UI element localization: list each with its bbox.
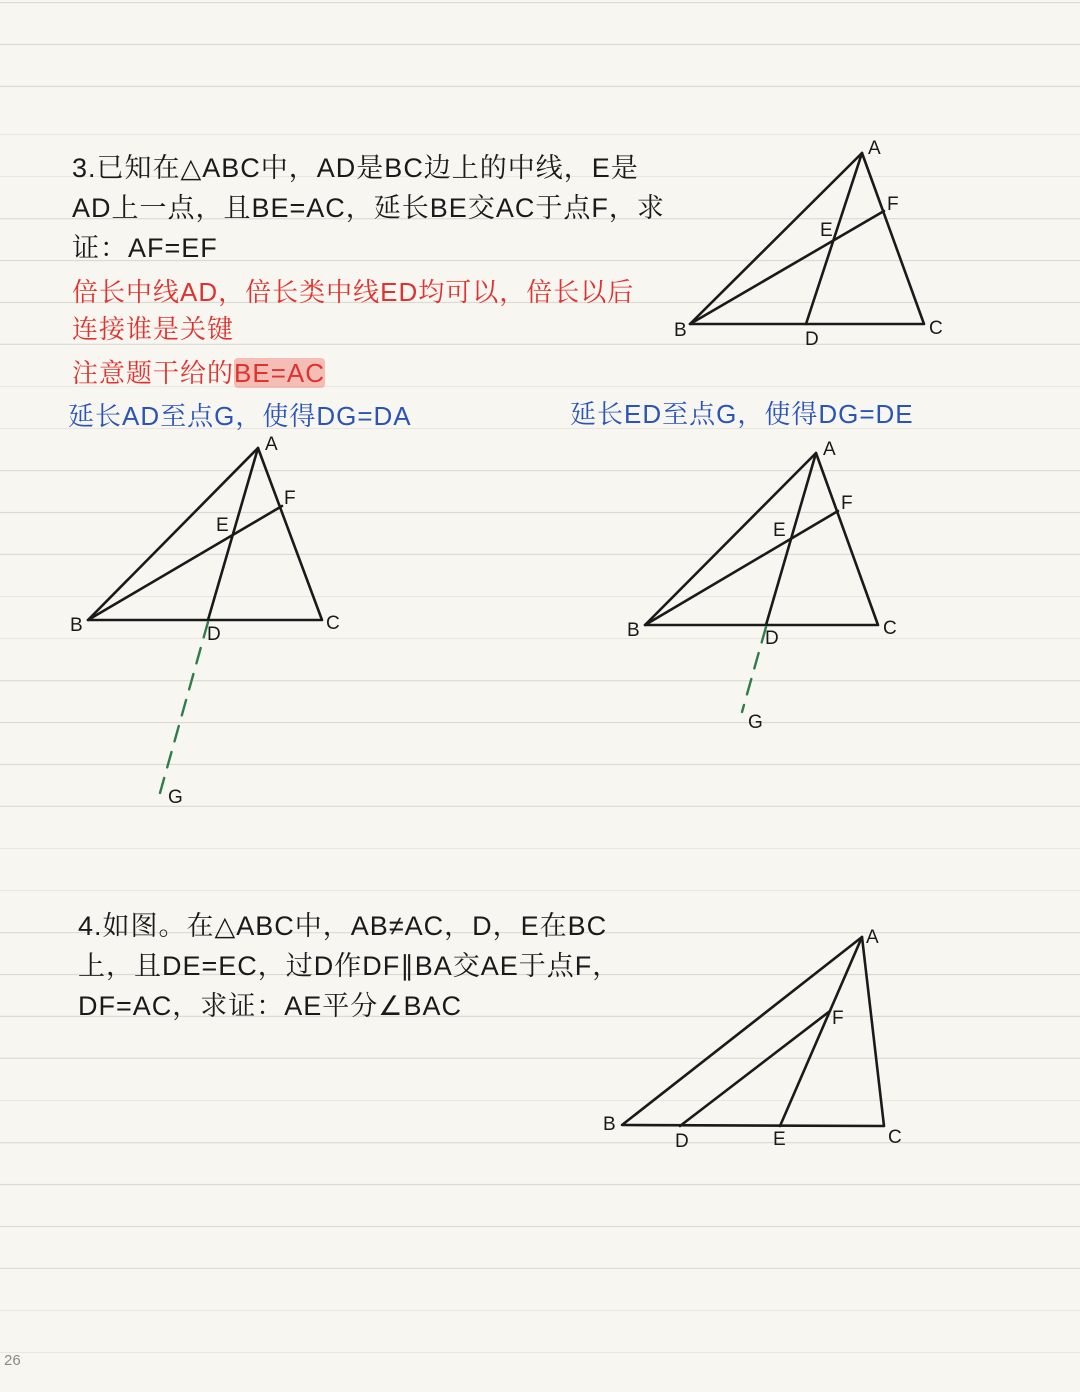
- triangle-abc-2: [88, 448, 322, 620]
- method2-note-blue: 延长ED至点G，使得DG=DE: [570, 399, 914, 429]
- note-prefix: 注意题干给的: [72, 358, 235, 388]
- label-e: E: [820, 220, 833, 241]
- label-a: A: [823, 439, 836, 460]
- segment-df-4: [680, 1011, 830, 1126]
- label-a: A: [868, 138, 881, 159]
- triangle-abc-4: [622, 937, 884, 1126]
- label-e: E: [773, 520, 786, 541]
- label-d: D: [207, 624, 221, 645]
- problem3-note-red: 倍长中线AD，倍长类中线ED均可以，倍长以后 连接谁是关键: [72, 277, 635, 344]
- triangle-abc-1: [690, 153, 924, 324]
- median-ad-1: [806, 153, 862, 324]
- triangle-abc-3: [645, 453, 878, 625]
- page-number: 26: [4, 1352, 21, 1369]
- label-b: B: [627, 620, 640, 641]
- label-c: C: [326, 613, 340, 634]
- extension-dg-2: [742, 627, 766, 712]
- label-b: B: [674, 320, 687, 341]
- label-b: B: [70, 615, 83, 636]
- label-f: F: [841, 493, 853, 514]
- extension-dg-1: [160, 622, 208, 793]
- segment-ae-4: [780, 937, 862, 1126]
- highlighted-condition: BE=AC: [234, 358, 326, 388]
- label-d: D: [765, 628, 779, 649]
- label-c: C: [888, 1127, 902, 1148]
- label-g: G: [748, 712, 763, 733]
- label-d: D: [805, 329, 819, 350]
- method1-note-blue: 延长AD至点G，使得DG=DA: [68, 401, 412, 431]
- label-a: A: [866, 927, 879, 948]
- label-c: C: [929, 318, 943, 339]
- figure-triangle-4: [622, 937, 884, 1126]
- label-f: F: [284, 488, 296, 509]
- label-d: D: [675, 1131, 689, 1152]
- label-a: A: [265, 434, 278, 455]
- label-e: E: [773, 1129, 786, 1150]
- label-e: E: [216, 515, 229, 536]
- problem3-statement: 3.已知在△ABC中，AD是BC边上的中线，E是 AD上一点，且BE=AC，延长BE交AC于点F，求 证：AF=EF: [72, 153, 665, 263]
- label-b: B: [603, 1114, 616, 1135]
- figure-triangle-1: [690, 153, 924, 324]
- label-f: F: [887, 194, 899, 215]
- problem4-statement: 4.如图。在△ABC中，AB≠AC，D，E在BC 上，且DE=EC，过D作DF∥BA交AE于点F， DF=AC，求证：AE平分∠BAC: [78, 911, 621, 1021]
- label-c: C: [883, 618, 897, 639]
- figure-triangle-2: [88, 448, 322, 620]
- label-g: G: [168, 787, 183, 808]
- figure-3-labels: [627, 439, 897, 733]
- figure-triangle-3: [645, 453, 878, 625]
- figure-4-labels: [603, 927, 902, 1152]
- label-f: F: [832, 1008, 844, 1029]
